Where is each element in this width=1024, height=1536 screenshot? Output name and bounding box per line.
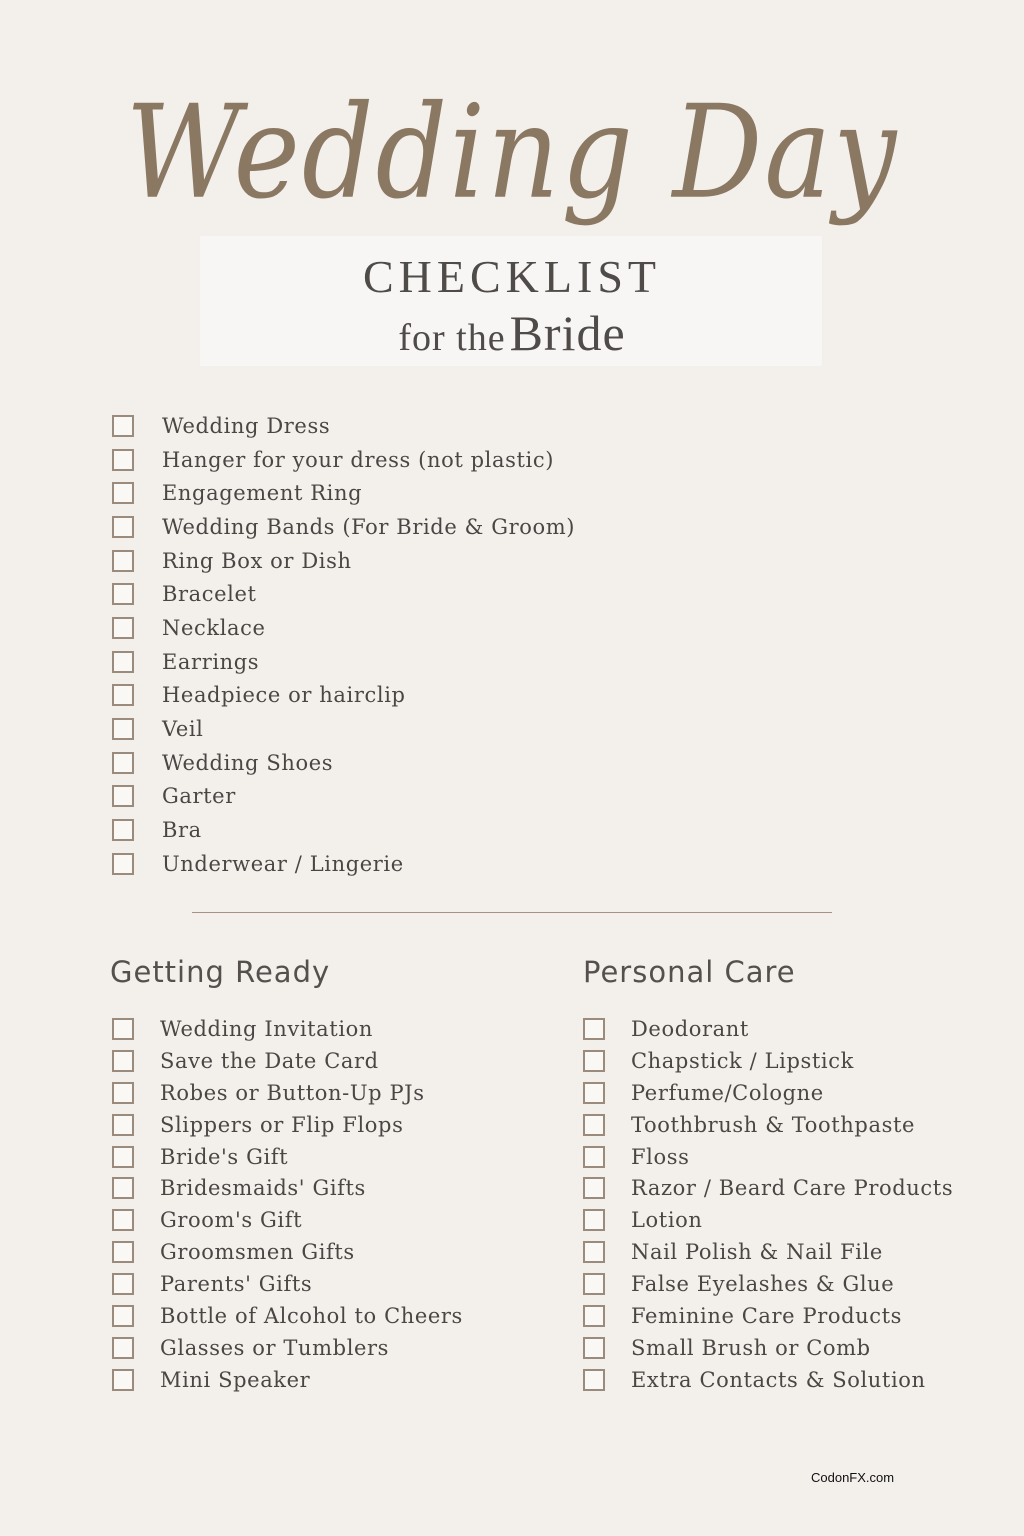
checklist-item[interactable] [583,1332,953,1364]
checklist-item[interactable] [112,679,575,713]
checklist-item[interactable] [112,645,575,679]
checkbox[interactable] [112,617,134,639]
page-title: CHECKLIST [363,251,661,302]
checkbox[interactable] [112,1177,134,1199]
checklist-item[interactable] [112,1204,463,1236]
checkbox[interactable] [112,819,134,841]
checklist-item-label: Bridesmaids' Gifts [160,1176,366,1201]
checklist-item-label: Wedding Shoes [162,750,334,775]
checklist-item-label: Toothbrush & Toothpaste [631,1112,916,1137]
checklist-item[interactable] [583,1109,953,1141]
checkbox[interactable] [583,1241,605,1263]
subtitle-main: Bride [509,305,626,361]
checklist-item-label: Perfume/Cologne [631,1080,824,1105]
checklist-item[interactable] [112,847,575,881]
checklist-item[interactable] [583,1013,953,1045]
checklist-item[interactable] [112,1332,463,1364]
checkbox[interactable] [583,1305,605,1327]
checkbox[interactable] [112,1337,134,1359]
checkbox[interactable] [583,1209,605,1231]
checklist-item-label: Glasses or Tumblers [160,1335,390,1360]
checklist-item-label: Veil [162,717,204,742]
checklist-item[interactable] [583,1300,953,1332]
checklist-item-label: Lotion [631,1208,703,1233]
checkbox[interactable] [583,1114,605,1136]
checklist-item-label: Hanger for your dress (not plastic) [162,447,554,472]
checklist-item[interactable] [112,1364,463,1396]
checkbox[interactable] [112,1209,134,1231]
checklist-item[interactable] [112,1141,463,1173]
personal-care-checklist [583,1013,953,1396]
checkbox[interactable] [112,1082,134,1104]
main-checklist [112,409,575,881]
checklist-item[interactable] [583,1268,953,1300]
checklist-item-label: Bride's Gift [160,1144,289,1169]
checkbox[interactable] [112,785,134,807]
checklist-item-label: Save the Date Card [160,1048,379,1073]
checkbox[interactable] [112,1018,134,1040]
checkbox[interactable] [583,1050,605,1072]
personal-care-heading: Personal Care [583,955,796,989]
checkbox[interactable] [583,1082,605,1104]
script-title: Wedding Day [125,78,899,228]
checklist-item-label: Wedding Invitation [160,1016,374,1041]
checklist-item[interactable] [112,1172,463,1204]
checklist-item[interactable] [112,1300,463,1332]
checklist-item-label: Chapstick / Lipstick [631,1048,854,1073]
checklist-item-label: Razor / Beard Care Products [631,1176,954,1201]
checklist-item-label: Robes or Button-Up PJs [160,1080,425,1105]
checkbox[interactable] [112,449,134,471]
checklist-item-label: Feminine Care Products [631,1303,903,1328]
checklist-item[interactable] [112,510,575,544]
checklist-item[interactable] [112,476,575,510]
checkbox[interactable] [112,415,134,437]
checkbox[interactable] [112,583,134,605]
checklist-item[interactable] [583,1045,953,1077]
checklist-item[interactable] [112,1236,463,1268]
checklist-item-label: Necklace [162,615,266,640]
subtitle-prefix: for the [398,317,506,359]
checklist-item-label: Underwear / Lingerie [162,851,404,876]
checklist-item[interactable] [583,1141,953,1173]
checklist-item-label: Parents' Gifts [160,1272,313,1297]
checklist-item-label: Nail Polish & Nail File [631,1240,883,1265]
checklist-item[interactable] [112,1109,463,1141]
checklist-item-label: False Eyelashes & Glue [631,1272,895,1297]
checklist-item[interactable] [112,712,575,746]
checklist-item-label: Bottle of Alcohol to Cheers [160,1303,463,1328]
checklist-item-label: Small Brush or Comb [631,1335,871,1360]
section-divider [192,912,832,913]
checklist-item[interactable] [583,1204,953,1236]
checkbox[interactable] [112,482,134,504]
checklist-item[interactable] [112,1077,463,1109]
checklist-item[interactable] [112,746,575,780]
checklist-item-label: Mini Speaker [160,1367,311,1392]
checklist-item-label: Floss [631,1144,690,1169]
checklist-item-label: Deodorant [631,1016,749,1041]
checklist-item-label: Groom's Gift [160,1208,303,1233]
checklist-item[interactable] [583,1172,953,1204]
checkbox[interactable] [112,1114,134,1136]
checklist-item[interactable] [112,577,575,611]
getting-ready-checklist [112,1013,463,1396]
checklist-item-label: Extra Contacts & Solution [631,1367,926,1392]
checkbox[interactable] [583,1146,605,1168]
checklist-item-label: Groomsmen Gifts [160,1240,355,1265]
checklist-item-label: Engagement Ring [162,481,363,506]
checklist-item[interactable] [112,611,575,645]
checklist-item-label: Earrings [162,649,260,674]
checkbox[interactable] [112,718,134,740]
checklist-item-label: Headpiece or hairclip [162,683,406,708]
getting-ready-heading: Getting Ready [110,955,331,989]
checkbox[interactable] [112,1369,134,1391]
checkbox[interactable] [112,550,134,572]
checklist-item[interactable] [112,1045,463,1077]
checkbox[interactable] [583,1018,605,1040]
checklist-item[interactable] [112,409,575,443]
checklist-item[interactable] [583,1077,953,1109]
checklist-item[interactable] [112,1013,463,1045]
checkbox[interactable] [112,1273,134,1295]
checkbox[interactable] [583,1273,605,1295]
checklist-item-label: Wedding Bands (For Bride & Groom) [162,514,575,539]
checklist-item[interactable] [112,1268,463,1300]
checkbox[interactable] [112,752,134,774]
checklist-item[interactable] [112,443,575,477]
checkbox[interactable] [112,1241,134,1263]
checklist-item[interactable] [112,780,575,814]
page-subtitle [0,304,1024,362]
checklist-item-label: Bra [162,818,202,843]
checkbox[interactable] [583,1337,605,1359]
checklist-item-label: Garter [162,784,236,809]
checklist-item-label: Slippers or Flip Flops [160,1112,404,1137]
checklist-item[interactable] [112,813,575,847]
checkbox[interactable] [583,1177,605,1199]
checklist-item-label: Wedding Dress [162,413,331,438]
checklist-item-label: Bracelet [162,582,257,607]
watermark: CodonFX.com [811,1470,895,1485]
checklist-item[interactable] [583,1236,953,1268]
checkbox[interactable] [112,651,134,673]
checkbox[interactable] [583,1369,605,1391]
checkbox[interactable] [112,1050,134,1072]
checkbox[interactable] [112,516,134,538]
checklist-item[interactable] [583,1364,953,1396]
checkbox[interactable] [112,1146,134,1168]
checklist-item-label: Ring Box or Dish [162,548,352,573]
checkbox[interactable] [112,684,134,706]
checkbox[interactable] [112,853,134,875]
checklist-item[interactable] [112,544,575,578]
checkbox[interactable] [112,1305,134,1327]
